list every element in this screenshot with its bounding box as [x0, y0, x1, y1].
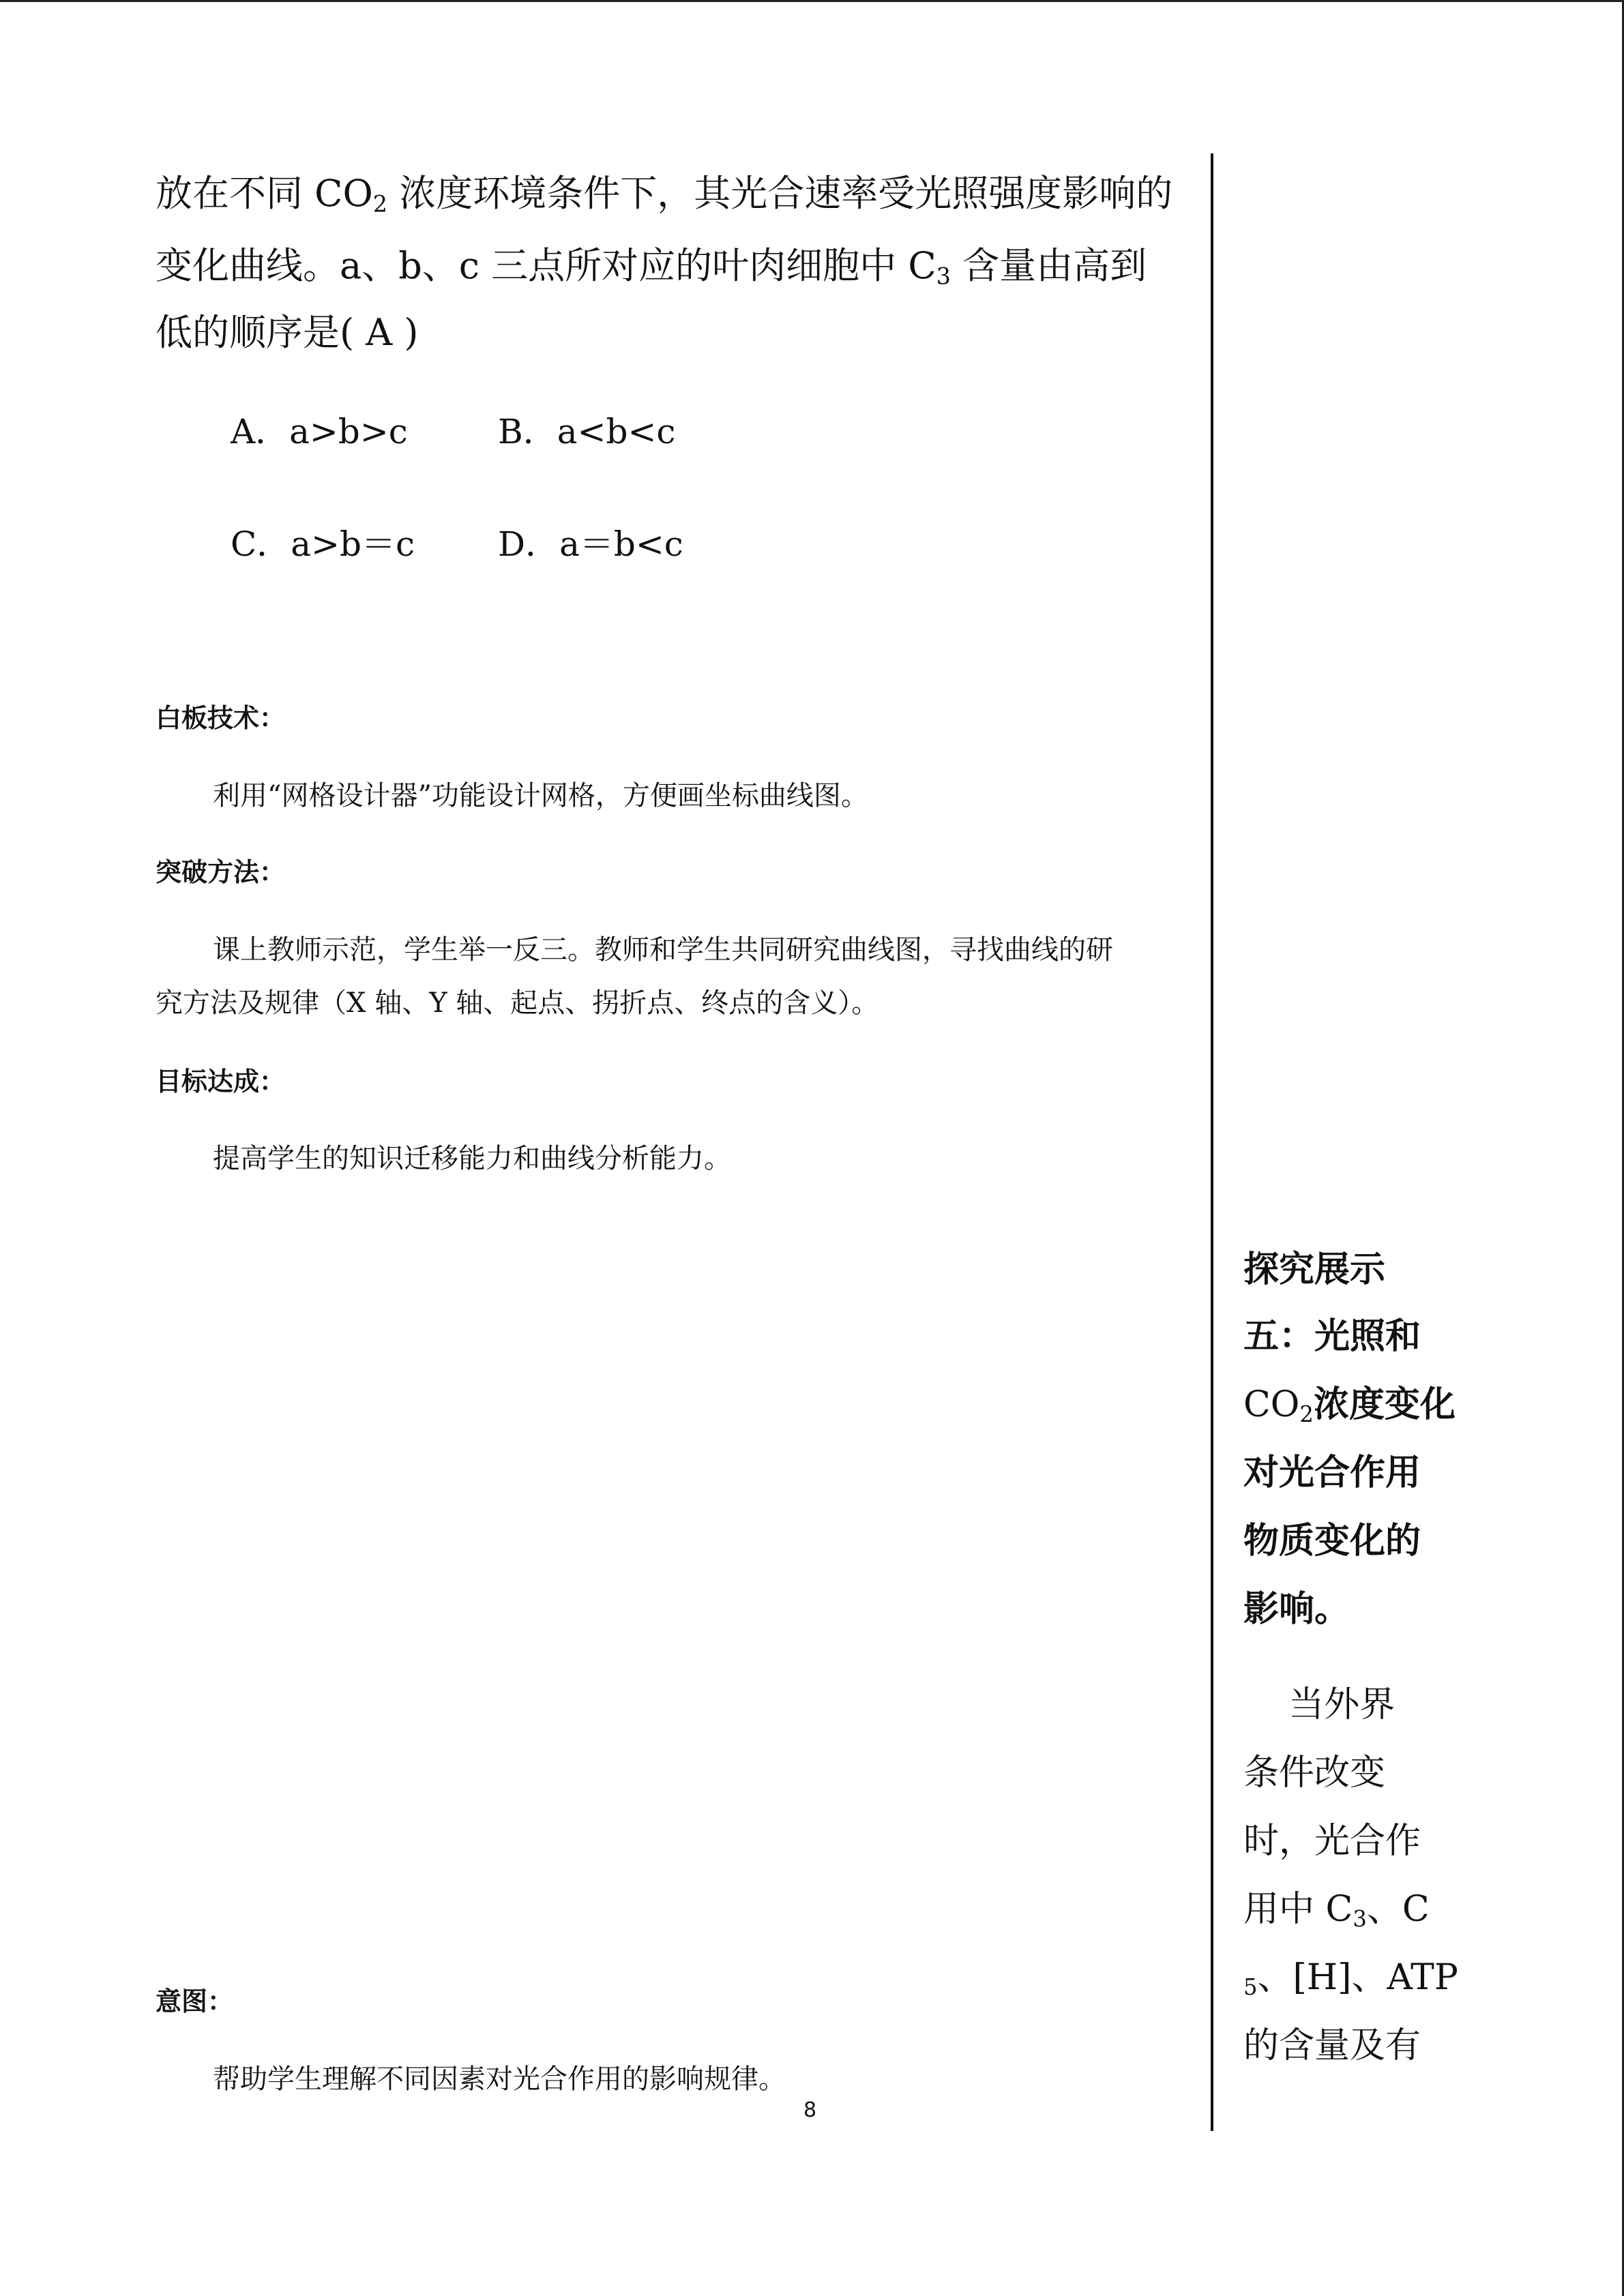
method-heading: 突破方法：	[156, 857, 286, 887]
column-divider	[1211, 153, 1213, 2131]
sidebar-heading-line-2: 五：光照和	[1243, 1315, 1421, 1357]
whiteboard-text: 利用“网格设计器”功能设计网格，方便画坐标曲线图。	[213, 780, 868, 811]
option-d: D．a＝b<c	[498, 524, 683, 564]
intent-heading: 意图：	[156, 1986, 234, 2016]
option-a: A．a>b>c	[231, 412, 408, 451]
question-line-3: 低的顺序是( A )	[156, 311, 419, 354]
method-text-line-1: 课上教师示范，学生举一反三。教师和学生共同研究曲线图，寻找曲线的研	[213, 934, 1113, 966]
question-line-2: 变化曲线。a、b、c 三点所对应的叶肉细胞中 $C_3$ 含量由高到	[156, 244, 1147, 290]
option-c: C．a>b＝c	[231, 524, 415, 564]
method-text-line-2: 究方法及规律（X 轴、Y 轴、起点、拐折点、终点的含义）。	[156, 987, 879, 1019]
goal-heading: 目标达成：	[156, 1067, 286, 1097]
sidebar-text-line-1: 当外界	[1243, 1684, 1396, 1725]
option-b: B．a<b<c	[498, 412, 676, 451]
sidebar-heading-line-6: 影响。	[1243, 1588, 1350, 1630]
page-number: 8	[803, 2098, 817, 2122]
sidebar-text-line-4: 用中 $C_3$、C	[1243, 1889, 1430, 1933]
sidebar-heading-line-5: 物质变化的	[1243, 1520, 1421, 1562]
sidebar-text-line-3: 时，光合作	[1243, 1821, 1421, 1862]
goal-text: 提高学生的知识迁移能力和曲线分析能力。	[213, 1143, 731, 1174]
top-border-line	[0, 0, 1624, 2]
sidebar-heading-line-4: 对光合作用	[1243, 1452, 1421, 1493]
sidebar-heading-line-1: 探究展示	[1243, 1249, 1386, 1290]
sidebar-heading-line-3: $CO_2$浓度变化	[1243, 1384, 1456, 1428]
sidebar-text-line-5: $_5$、[H]、ATP	[1243, 1957, 1458, 2001]
sidebar-text-line-6: 的含量及有	[1243, 2025, 1421, 2066]
intent-text: 帮助学生理解不同因素对光合作用的影响规律。	[213, 2063, 786, 2095]
question-line-1: 放在不同 $CO_2$ 浓度环境条件下，其光合速率受光照强度影响的	[156, 172, 1173, 218]
whiteboard-heading: 白板技术：	[156, 703, 286, 733]
sidebar-text-line-2: 条件改变	[1243, 1753, 1386, 1793]
